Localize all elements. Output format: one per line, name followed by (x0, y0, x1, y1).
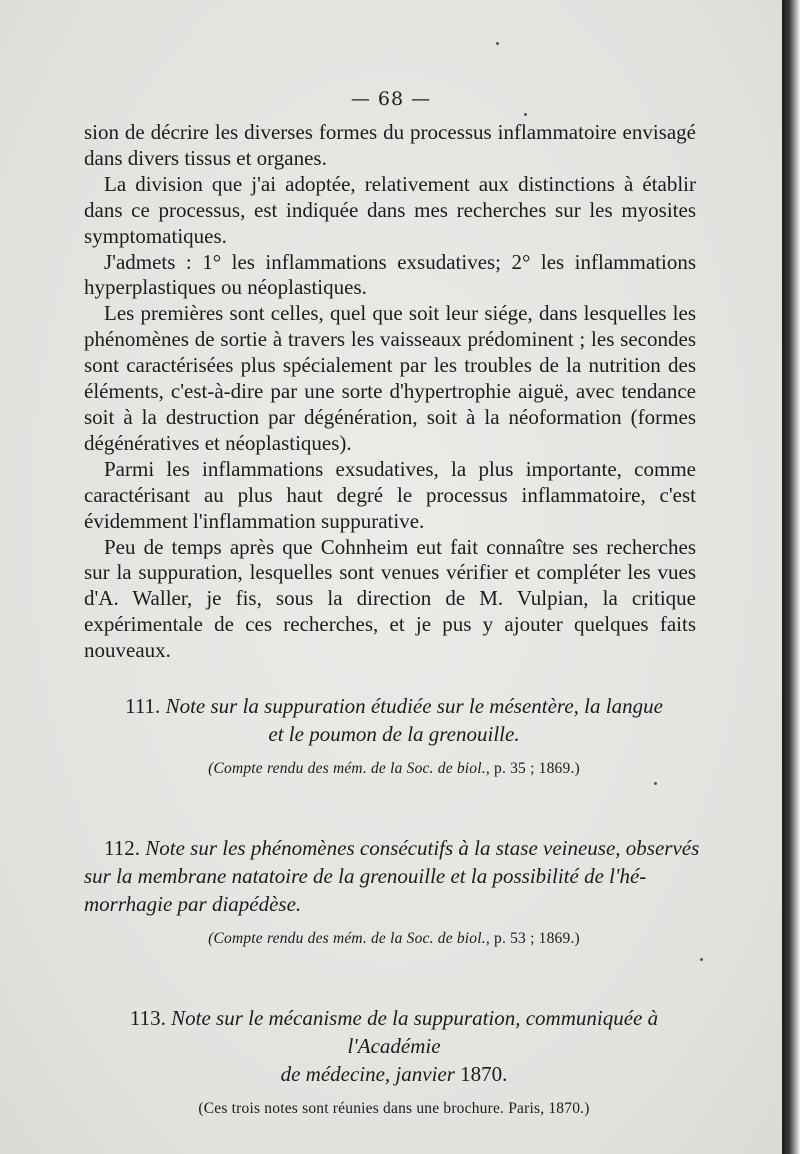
entry-title-line: de médecine, janvier (280, 1062, 455, 1086)
paper-speck (496, 42, 499, 45)
entry-title (84, 1004, 704, 1088)
entry-reference: (Ces trois notes sont réunies dans une brochure. Paris, 1870.) (198, 1100, 590, 1117)
paragraph: Les premières sont celles, quel que soit leur siége, dans lesquelles les phénomènes de sortie à travers les vaisseaux prédominent ; les secondes sont caractérisées plus spécialement par les troubles de la nutrition des éléments, c'est-à-dire par une sorte d'hypertrophie aiguë, avec tendance soit à la destruction par dégénération, soit à la néoformation (formes dégénératives et néoplastiques). (84, 301, 696, 455)
paper-speck (524, 113, 527, 116)
reference-journal: (Compte rendu des mém. de la Soc. de biol. (208, 930, 486, 947)
paper-speck (700, 958, 703, 961)
page-number: — 68 — (350, 88, 432, 110)
entry-year: 1870. (460, 1062, 508, 1086)
entry-reference (84, 930, 704, 948)
entry-title-line: Note sur la suppuration étudiée sur le mésentère, la langue (165, 694, 663, 718)
body-text (84, 120, 696, 664)
entry-title-line: et le poumon de la grenouille. (268, 722, 520, 746)
entry-title-line: sur la membrane natatoire de la grenouille et la possibilité de l'hé- (84, 864, 647, 888)
bibliography-entry-112 (84, 834, 704, 948)
entry-number: 113. (129, 1006, 166, 1030)
entry-number: 111. (125, 694, 161, 718)
paragraph: J'admets : 1° les inflammations exsudatives; 2° les inflammations hyperplastiques ou néoplastiques. (84, 249, 696, 300)
paragraph: Parmi les inflammations exsudatives, la plus importante, comme caractérisant au plus haut degré le processus inflammatoire, c'est évidemment l'inflammation suppurative. (84, 456, 696, 533)
paragraph: Peu de temps après que Cohnheim eut fait connaître ses recherches sur la suppuration, lesquelles sont venues vérifier et compléter les vues d'A. Waller, je fis, sous la direction de M. Vulpian, la critique expérimentale de ces recherches, et je pus y ajouter quelques faits nouveaux. (84, 534, 696, 663)
paragraph: sion de décrire les diverses formes du processus inflammatoire envisagé dans divers tissus et organes. (84, 120, 696, 170)
entry-title (84, 692, 704, 748)
entry-title-line: morrhagie par diapédèse. (84, 892, 302, 916)
bibliography-entry-111 (84, 692, 704, 778)
paragraph: La division que j'ai adoptée, relativement aux distinctions à établir dans ce processus, est indiquée dans mes recherches sur les myosites symptomatiques. (84, 171, 696, 248)
entry-title (84, 834, 704, 918)
reference-journal: (Compte rendu des mém. de la Soc. de biol. (208, 760, 486, 777)
entry-title-line: Note sur les phénomènes consécutifs à la stase veineuse, observés (145, 836, 700, 860)
paper-speck (654, 782, 657, 785)
reference-details: , p. 35 ; 1869.) (485, 760, 580, 777)
reference-details: , p. 53 ; 1869.) (485, 930, 580, 947)
bibliography-entry-113 (84, 1004, 704, 1118)
entry-reference (84, 760, 704, 778)
scan-edge (782, 0, 800, 1154)
entry-title-line: Note sur le mécanisme de la suppuration, communiquée à l'Académie (171, 1006, 659, 1058)
entry-number: 112. (104, 836, 140, 860)
